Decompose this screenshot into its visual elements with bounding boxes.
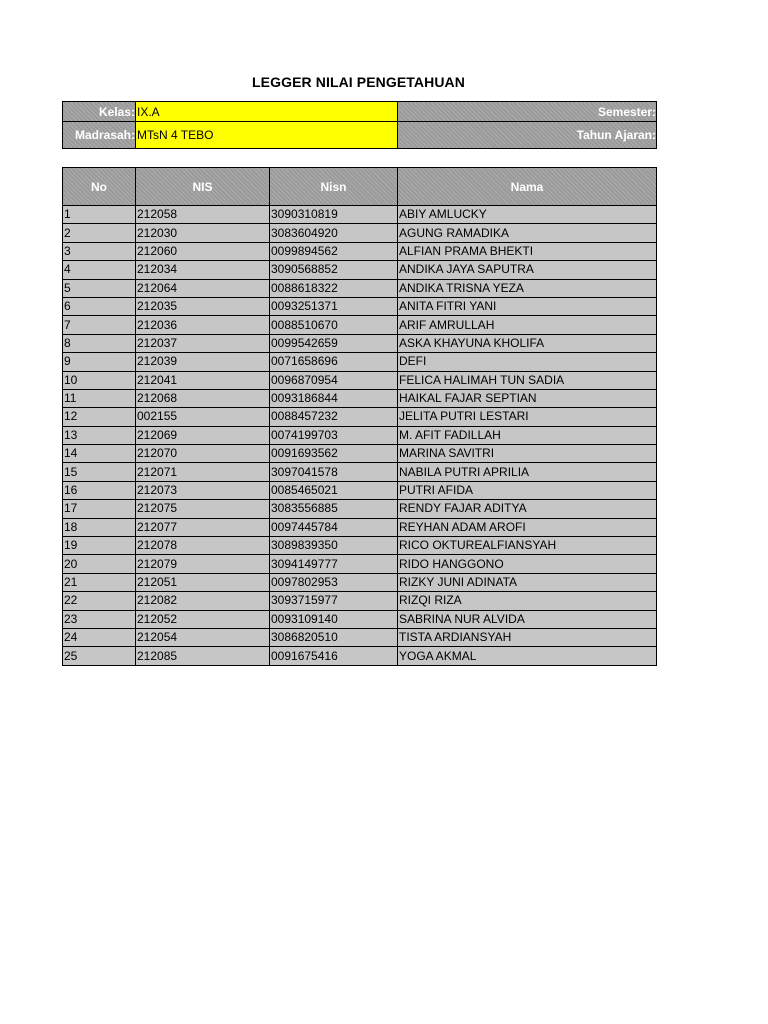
table-row bbox=[63, 500, 657, 518]
cell-no[interactable]: 23 bbox=[63, 610, 136, 628]
table-row bbox=[63, 297, 657, 315]
table-row bbox=[63, 334, 657, 352]
cell-nis[interactable]: 212070 bbox=[136, 445, 270, 463]
cell-nama[interactable]: PUTRI AFIDA bbox=[398, 481, 657, 499]
table-row bbox=[63, 592, 657, 610]
cell-nis[interactable]: 212058 bbox=[136, 206, 270, 224]
cell-no[interactable]: 3 bbox=[63, 242, 136, 260]
page-title: LEGGER NILAI PENGETAHUAN bbox=[252, 74, 465, 90]
cell-nis[interactable]: 212071 bbox=[136, 463, 270, 481]
cell-no[interactable]: 4 bbox=[63, 261, 136, 279]
cell-nis[interactable]: 212075 bbox=[136, 500, 270, 518]
cell-nis[interactable]: 212064 bbox=[136, 279, 270, 297]
semester-label: Semester: bbox=[398, 102, 657, 122]
table-row bbox=[63, 316, 657, 334]
cell-nisn[interactable]: 0093186844 bbox=[270, 389, 398, 407]
table-row bbox=[63, 408, 657, 426]
table-row bbox=[63, 242, 657, 260]
cell-nis[interactable]: 212073 bbox=[136, 481, 270, 499]
cell-nis[interactable]: 212041 bbox=[136, 371, 270, 389]
cell-nisn[interactable]: 3094149777 bbox=[270, 555, 398, 573]
cell-nama[interactable]: JELITA PUTRI LESTARI bbox=[398, 408, 657, 426]
cell-nis[interactable]: 212085 bbox=[136, 647, 270, 665]
cell-no[interactable]: 10 bbox=[63, 371, 136, 389]
cell-nisn[interactable]: 0091675416 bbox=[270, 647, 398, 665]
table-row bbox=[63, 537, 657, 555]
table-row bbox=[63, 555, 657, 573]
cell-no[interactable]: 25 bbox=[63, 647, 136, 665]
cell-nis[interactable]: 212068 bbox=[136, 389, 270, 407]
header-no: No bbox=[63, 168, 136, 206]
cell-no[interactable]: 19 bbox=[63, 537, 136, 555]
cell-nama[interactable]: YOGA AKMAL bbox=[398, 647, 657, 665]
cell-no[interactable]: 16 bbox=[63, 481, 136, 499]
table-row bbox=[63, 353, 657, 371]
cell-nisn[interactable]: 0099894562 bbox=[270, 242, 398, 260]
cell-no[interactable]: 18 bbox=[63, 518, 136, 536]
cell-nisn[interactable]: 3093715977 bbox=[270, 592, 398, 610]
cell-nisn[interactable]: 3086820510 bbox=[270, 628, 398, 646]
cell-no[interactable]: 13 bbox=[63, 426, 136, 444]
cell-nis[interactable]: 212037 bbox=[136, 334, 270, 352]
table-row bbox=[63, 518, 657, 536]
table-row bbox=[63, 206, 657, 224]
table-row bbox=[63, 261, 657, 279]
kelas-value[interactable]: IX.A bbox=[136, 102, 398, 122]
cell-nama[interactable]: ALFIAN PRAMA BHEKTI bbox=[398, 242, 657, 260]
cell-nama[interactable]: NABILA PUTRI APRILIA bbox=[398, 463, 657, 481]
header-nis: NIS bbox=[136, 168, 270, 206]
cell-no[interactable]: 20 bbox=[63, 555, 136, 573]
cell-no[interactable]: 15 bbox=[63, 463, 136, 481]
cell-nis[interactable]: 212054 bbox=[136, 628, 270, 646]
cell-nama[interactable]: HAIKAL FAJAR SEPTIAN bbox=[398, 389, 657, 407]
cell-nisn[interactable]: 3083604920 bbox=[270, 224, 398, 242]
info-row-madrasah bbox=[63, 122, 657, 149]
cell-nama[interactable]: MARINA SAVITRI bbox=[398, 445, 657, 463]
cell-nis[interactable]: 212082 bbox=[136, 592, 270, 610]
table-row bbox=[63, 389, 657, 407]
cell-no[interactable]: 9 bbox=[63, 353, 136, 371]
cell-nis[interactable]: 212079 bbox=[136, 555, 270, 573]
table-row bbox=[63, 279, 657, 297]
cell-nama[interactable]: RIZKY JUNI ADINATA bbox=[398, 573, 657, 591]
cell-no[interactable]: 24 bbox=[63, 628, 136, 646]
cell-nisn[interactable]: 0093109140 bbox=[270, 610, 398, 628]
cell-nis[interactable]: 212034 bbox=[136, 261, 270, 279]
cell-no[interactable]: 1 bbox=[63, 206, 136, 224]
cell-nama[interactable]: FELICA HALIMAH TUN SADIA bbox=[398, 371, 657, 389]
info-row-kelas bbox=[63, 102, 657, 122]
cell-nisn[interactable]: 0097445784 bbox=[270, 518, 398, 536]
cell-no[interactable]: 11 bbox=[63, 389, 136, 407]
cell-no[interactable]: 12 bbox=[63, 408, 136, 426]
cell-nisn[interactable]: 0097802953 bbox=[270, 573, 398, 591]
cell-nama[interactable]: REYHAN ADAM AROFI bbox=[398, 518, 657, 536]
table-row bbox=[63, 647, 657, 665]
cell-nis[interactable]: 212030 bbox=[136, 224, 270, 242]
cell-nama[interactable]: ANITA FITRI YANI bbox=[398, 297, 657, 315]
cell-nisn[interactable]: 0093251371 bbox=[270, 297, 398, 315]
cell-nis[interactable]: 212060 bbox=[136, 242, 270, 260]
cell-nis[interactable]: 002155 bbox=[136, 408, 270, 426]
madrasah-value[interactable]: MTsN 4 TEBO bbox=[136, 122, 398, 149]
table-row bbox=[63, 445, 657, 463]
tahun-ajaran-label: Tahun Ajaran: bbox=[398, 122, 657, 149]
cell-nama[interactable]: RENDY FAJAR ADITYA bbox=[398, 500, 657, 518]
table-row bbox=[63, 481, 657, 499]
cell-nisn[interactable]: 0099542659 bbox=[270, 334, 398, 352]
cell-nisn[interactable]: 0091693562 bbox=[270, 445, 398, 463]
cell-nama[interactable]: TISTA ARDIANSYAH bbox=[398, 628, 657, 646]
cell-nama[interactable]: DEFI bbox=[398, 353, 657, 371]
table-row bbox=[63, 371, 657, 389]
header-nama: Nama bbox=[398, 168, 657, 206]
cell-nama[interactable]: AGUNG RAMADIKA bbox=[398, 224, 657, 242]
table-row bbox=[63, 573, 657, 591]
cell-nama[interactable]: ARIF AMRULLAH bbox=[398, 316, 657, 334]
cell-nisn[interactable]: 3089839350 bbox=[270, 537, 398, 555]
cell-no[interactable]: 21 bbox=[63, 573, 136, 591]
cell-no[interactable]: 8 bbox=[63, 334, 136, 352]
table-header-row bbox=[63, 168, 657, 206]
cell-nis[interactable]: 212051 bbox=[136, 573, 270, 591]
cell-nama[interactable]: RIZQI RIZA bbox=[398, 592, 657, 610]
cell-nis[interactable]: 212077 bbox=[136, 518, 270, 536]
cell-nis[interactable]: 212039 bbox=[136, 353, 270, 371]
student-table bbox=[62, 167, 657, 666]
cell-nama[interactable]: ANDIKA JAYA SAPUTRA bbox=[398, 261, 657, 279]
table-body bbox=[63, 206, 657, 666]
cell-no[interactable]: 7 bbox=[63, 316, 136, 334]
cell-nisn[interactable]: 0088618322 bbox=[270, 279, 398, 297]
cell-nisn[interactable]: 0088510670 bbox=[270, 316, 398, 334]
cell-nis[interactable]: 212078 bbox=[136, 537, 270, 555]
table-row bbox=[63, 463, 657, 481]
cell-nis[interactable]: 212036 bbox=[136, 316, 270, 334]
cell-no[interactable]: 22 bbox=[63, 592, 136, 610]
cell-no[interactable]: 14 bbox=[63, 445, 136, 463]
cell-no[interactable]: 17 bbox=[63, 500, 136, 518]
cell-nama[interactable]: RICO OKTUREALFIANSYAH bbox=[398, 537, 657, 555]
cell-nis[interactable]: 212052 bbox=[136, 610, 270, 628]
table-row bbox=[63, 628, 657, 646]
header-nisn: Nisn bbox=[270, 168, 398, 206]
cell-nis[interactable]: 212069 bbox=[136, 426, 270, 444]
cell-nisn[interactable]: 3083556885 bbox=[270, 500, 398, 518]
table-row bbox=[63, 224, 657, 242]
cell-no[interactable]: 6 bbox=[63, 297, 136, 315]
cell-nisn[interactable]: 3090568852 bbox=[270, 261, 398, 279]
cell-nisn[interactable]: 0096870954 bbox=[270, 371, 398, 389]
cell-nisn[interactable]: 3097041578 bbox=[270, 463, 398, 481]
cell-nisn[interactable]: 0074199703 bbox=[270, 426, 398, 444]
cell-nama[interactable]: SABRINA NUR ALVIDA bbox=[398, 610, 657, 628]
cell-no[interactable]: 5 bbox=[63, 279, 136, 297]
cell-nama[interactable]: ANDIKA TRISNA YEZA bbox=[398, 279, 657, 297]
table-row bbox=[63, 610, 657, 628]
cell-nisn[interactable]: 0085465021 bbox=[270, 481, 398, 499]
cell-nama[interactable]: RIDO HANGGONO bbox=[398, 555, 657, 573]
cell-no[interactable]: 2 bbox=[63, 224, 136, 242]
madrasah-label: Madrasah: bbox=[63, 122, 136, 149]
cell-nama[interactable]: ASKA KHAYUNA KHOLIFA bbox=[398, 334, 657, 352]
info-table bbox=[62, 101, 657, 149]
cell-nis[interactable]: 212035 bbox=[136, 297, 270, 315]
cell-nama[interactable]: ABIY AMLUCKY bbox=[398, 206, 657, 224]
cell-nama[interactable]: M. AFIT FADILLAH bbox=[398, 426, 657, 444]
kelas-label: Kelas: bbox=[63, 102, 136, 122]
table-row bbox=[63, 426, 657, 444]
cell-nisn[interactable]: 0088457232 bbox=[270, 408, 398, 426]
cell-nisn[interactable]: 3090310819 bbox=[270, 206, 398, 224]
cell-nisn[interactable]: 0071658696 bbox=[270, 353, 398, 371]
